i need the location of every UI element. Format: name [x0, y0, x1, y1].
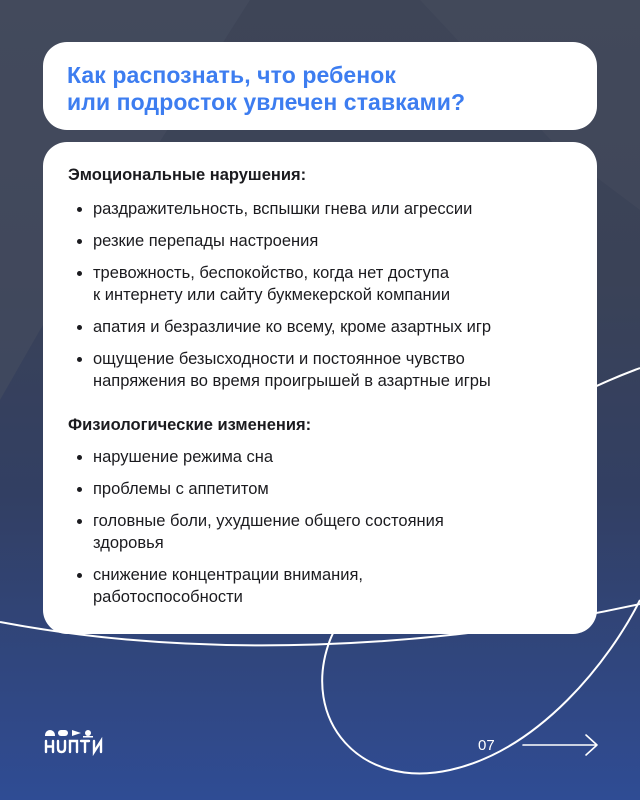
list-item-text: резкие перепады настроения [93, 232, 319, 250]
list-item-text: к интернету или сайту букмекерской компании [93, 286, 451, 304]
list-item-text: головные боли, ухудшение общего состояния [93, 512, 444, 530]
list-item-text: напряжения во время проигрышей в азартные игры [93, 372, 491, 390]
list-item [68, 316, 567, 338]
list-item-text: апатия и безразличие ко всему, кроме азартных игр [93, 318, 492, 336]
list-item [68, 446, 567, 468]
list-item-text: тревожность, беспокойство, когда нет доступа [93, 264, 449, 282]
content-card [43, 142, 597, 634]
list-item-text: раздражительность, вспышки гнева или агрессии [93, 200, 473, 218]
list-item-text: проблемы с аппетитом [93, 480, 269, 498]
list-item [68, 230, 567, 252]
list-item [68, 564, 567, 608]
list-item [68, 348, 567, 392]
list-item-text: здоровья [93, 534, 164, 552]
page-title-line-2: или подросток увлечен ставками? [67, 89, 466, 115]
arrow-right-icon[interactable] [522, 733, 600, 757]
list-item-text: ощущение безысходности и постоянное чувство [93, 350, 465, 368]
page-number: 07 [478, 737, 495, 754]
page-title-line-1: Как распознать, что ребенок [67, 62, 397, 88]
nupti-logo [43, 727, 115, 757]
section-heading-physiological: Физиологические изменения: [68, 416, 312, 434]
title-card [43, 42, 597, 130]
page-title [67, 62, 573, 116]
section-heading-emotional: Эмоциональные нарушения: [68, 166, 307, 184]
list-item [68, 478, 567, 500]
list-item [68, 198, 567, 220]
list-item-text: снижение концентрации внимания, [93, 566, 363, 584]
list-item [68, 510, 567, 554]
physiological-signs-list [68, 446, 567, 608]
list-item-text: работоспособности [93, 588, 243, 606]
list-item [68, 262, 567, 306]
list-item-text: нарушение режима сна [93, 448, 274, 466]
emotional-signs-list [68, 198, 567, 392]
